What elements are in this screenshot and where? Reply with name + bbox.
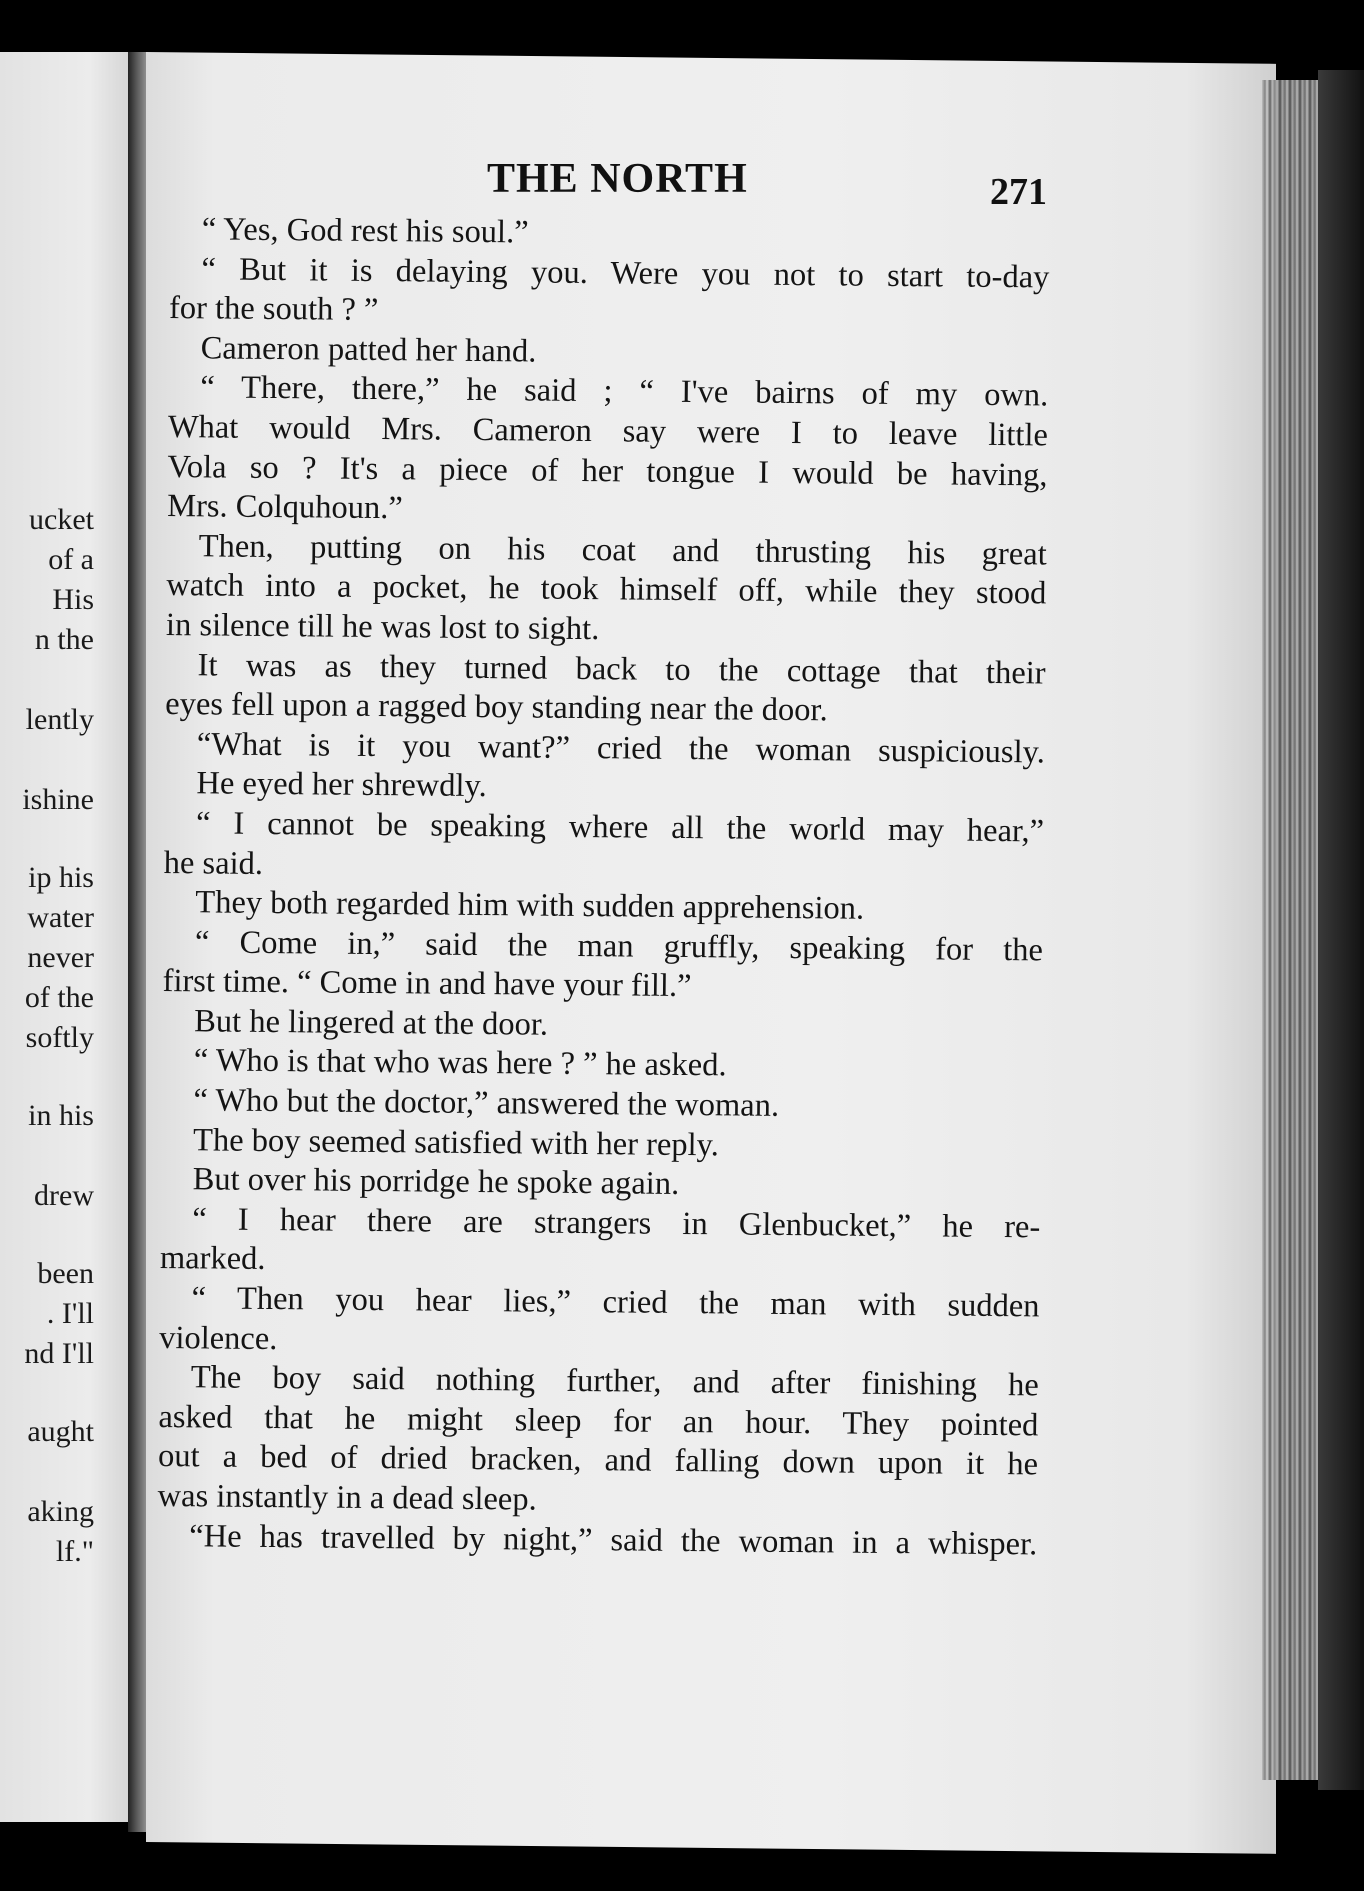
text-line: first time. “ Come in and have your fill.” (162, 963, 692, 1005)
left-page-fragment: in his (28, 1099, 94, 1132)
left-facing-page (0, 52, 131, 1822)
left-page-fragment: been (37, 1257, 94, 1290)
page-number: 271 (990, 171, 1047, 213)
text-line: He eyed her shrewdly. (196, 765, 487, 805)
text-line: Vola so ? It's a piece of her tongue I would be having, (167, 448, 1048, 493)
text-line: Then, putting on his coat and thrusting his great (198, 528, 1047, 573)
text-line: “ Who but the doctor,” answered the woman. (193, 1082, 780, 1124)
text-line: was instantly in a dead sleep. (157, 1477, 537, 1518)
left-page-fragment: of the (24, 981, 94, 1014)
left-page-fragment: never (27, 941, 94, 974)
left-page-fragment: ip his (28, 861, 94, 894)
left-page-fragment: ishine (22, 783, 94, 816)
left-page-fragment: . I'll (46, 1297, 94, 1330)
text-line: But over his porridge he spoke again. (192, 1161, 680, 1203)
text-line: “ I hear there are strangers in Glenbucket,” he re- (192, 1201, 1041, 1246)
text-line: he said. (163, 844, 264, 882)
text-line: “ Yes, God rest his soul.” (201, 211, 529, 251)
left-page-fragment: drew (34, 1179, 94, 1212)
text-line: for the south ? ” (168, 290, 379, 329)
text-line: watch into a pocket, he took himself off, while they stood (166, 567, 1047, 612)
text-line: What would Mrs. Cameron say were I to leave little (167, 408, 1049, 454)
text-line: It was as they turned back to the cottage that their (197, 646, 1046, 691)
left-page-fragment: lently (25, 703, 94, 736)
text-line: “ Who is that who was here ? ” he asked. (193, 1042, 727, 1084)
left-page-fragment: softly (25, 1021, 94, 1054)
left-page-fragment: nd I'll (24, 1337, 94, 1370)
left-page-fragment: n the (34, 623, 94, 656)
left-page-fragment: water (27, 901, 94, 934)
text-line: The boy seemed satisfied with her reply. (192, 1121, 720, 1163)
book-edge-shadow (1318, 70, 1364, 1790)
page-edges (1262, 80, 1322, 1780)
text-line: asked that he might sleep for an hour. They pointed (158, 1398, 1039, 1444)
left-page-fragment: aught (27, 1415, 94, 1448)
left-page-fragment: ucket (29, 503, 94, 536)
left-page-fragment: of a (48, 543, 94, 576)
book-gutter (128, 52, 148, 1832)
text-line: “ But it is delaying you. Were you not to start to-day (201, 250, 1050, 296)
left-page-fragment: His (52, 583, 94, 616)
text-line: out a bed of dried bracken, and falling down upon it he (157, 1438, 1039, 1483)
left-page-fragment: aking (27, 1495, 94, 1528)
text-line: marked. (159, 1240, 266, 1278)
text-line: “ I cannot be speaking where all the world may hear,” (195, 805, 1045, 850)
text-line: Cameron patted her hand. (200, 330, 537, 370)
text-line: violence. (159, 1319, 278, 1357)
body-text (157, 210, 1050, 1565)
text-line: “ Come in,” said the man gruffly, speaking for the (194, 923, 1044, 969)
text-line: “He has travelled by night,” said the woman in a whisper. (189, 1517, 1038, 1562)
left-page-fragment: lf." (55, 1535, 94, 1568)
text-line: The boy said nothing further, and after finishing he (190, 1359, 1039, 1404)
text-line: “What is it you want?” cried the woman suspiciously. (196, 726, 1046, 771)
text-line: in silence till he was lost to sight. (165, 606, 600, 648)
text-line: eyes fell upon a ragged boy standing near the door. (165, 686, 828, 729)
text-line: They both regarded him with sudden apprehension. (195, 884, 865, 927)
text-line: Mrs. Colquhoun.” (166, 488, 403, 527)
text-line: But he lingered at the door. (194, 1003, 549, 1043)
text-line: “ Then you hear lies,” cried the man with sudden (191, 1280, 1040, 1325)
text-line: “ There, there,” he said ; “ I've bairns of my own. (200, 369, 1049, 414)
running-head: THE NORTH (487, 156, 748, 202)
